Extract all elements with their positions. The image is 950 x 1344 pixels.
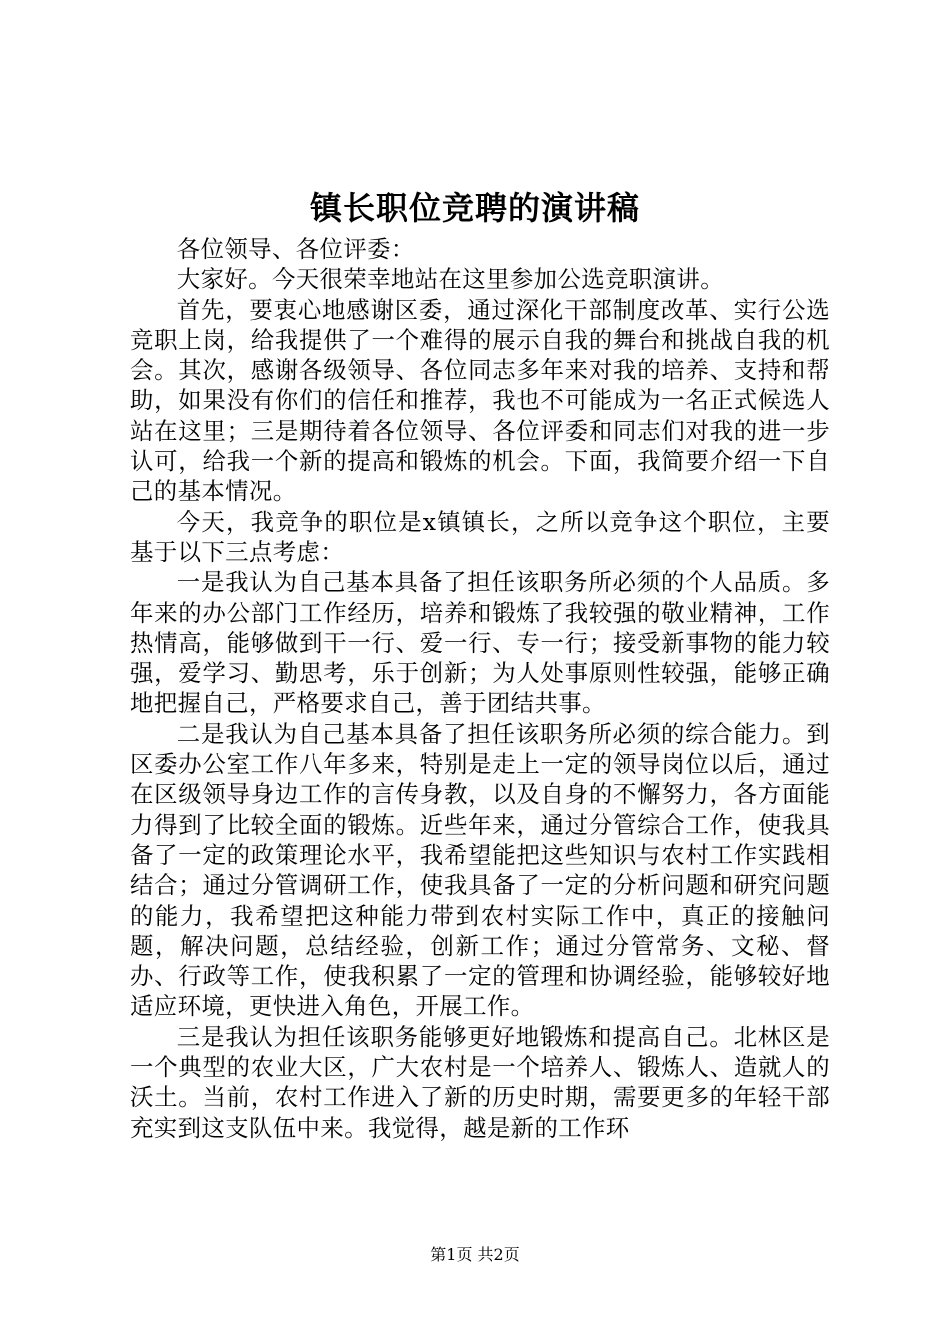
page-footer: 第1页 共2页 bbox=[430, 1245, 520, 1264]
position-paragraph: 今天，我竞争的职位是x镇镇长，之所以竞争这个职位，主要基于以下三点考虑： bbox=[130, 507, 830, 566]
document-title: 镇长职位竞聘的演讲稿 bbox=[309, 189, 640, 227]
reason-two-paragraph: 二是我认为自己基本具备了担任该职务所必须的综合能力。到区委办公室工作八年多来，特别是走上一定的领导岗位以后，通过在区级领导身边工作的言传身教，以及自身的不懈努力，各方面能力得到了比较全面的锻炼。近些年来，通过分管综合工作，使我具备了一定的政策理论水平，我希望能把这些知识与农村工作实践相结合；通过分管调研工作，使我具备了一定的分析问题和研究问题的能力，我希望把这种能力带到农村实际工作中，真正的接触问题，解决问题，总结经验，创新工作；通过分管常务、文秘、督办、行政等工作，使我积累了一定的管理和协调经验，能够较好地适应环境，更快进入角色，开展工作。 bbox=[130, 719, 830, 1021]
thanks-paragraph: 首先，要衷心地感谢区委，通过深化干部制度改革、实行公选竞职上岗，给我提供了一个难得的展示自我的舞台和挑战自我的机会。其次，感谢各级领导、各位同志多年来对我的培养、支持和帮助，如果没有你们的信任和推荐，我也不可能成为一名正式候选人站在这里；三是期待着各位领导、各位评委和同志们对我的进一步认可，给我一个新的提高和锻炼的机会。下面，我简要介绍一下自己的基本情况。 bbox=[130, 295, 830, 506]
reason-one-paragraph: 一是我认为自己基本具备了担任该职务所必须的个人品质。多年来的办公部门工作经历，培养和锻炼了我较强的敬业精神，工作热情高，能够做到干一行、爱一行、专一行；接受新事物的能力较强，爱学习、勤思考，乐于创新；为人处事原则性较强，能够正确地把握自己，严格要求自己，善于团结共事。 bbox=[130, 568, 830, 718]
document-body bbox=[130, 234, 830, 1143]
greeting-paragraph: 大家好。今天很荣幸地站在这里参加公选竞职演讲。 bbox=[176, 265, 724, 294]
reason-three-paragraph: 三是我认为担任该职务能够更好地锻炼和提高自己。北林区是一个典型的农业大区，广大农村是一个培养人、锻炼人、造就人的沃土。当前，农村工作进入了新的历史时期，需要更多的年轻干部充实到这支队伍中来。我觉得，越是新的工作环 bbox=[130, 1022, 830, 1142]
salutation-paragraph: 各位领导、各位评委： bbox=[176, 235, 415, 263]
